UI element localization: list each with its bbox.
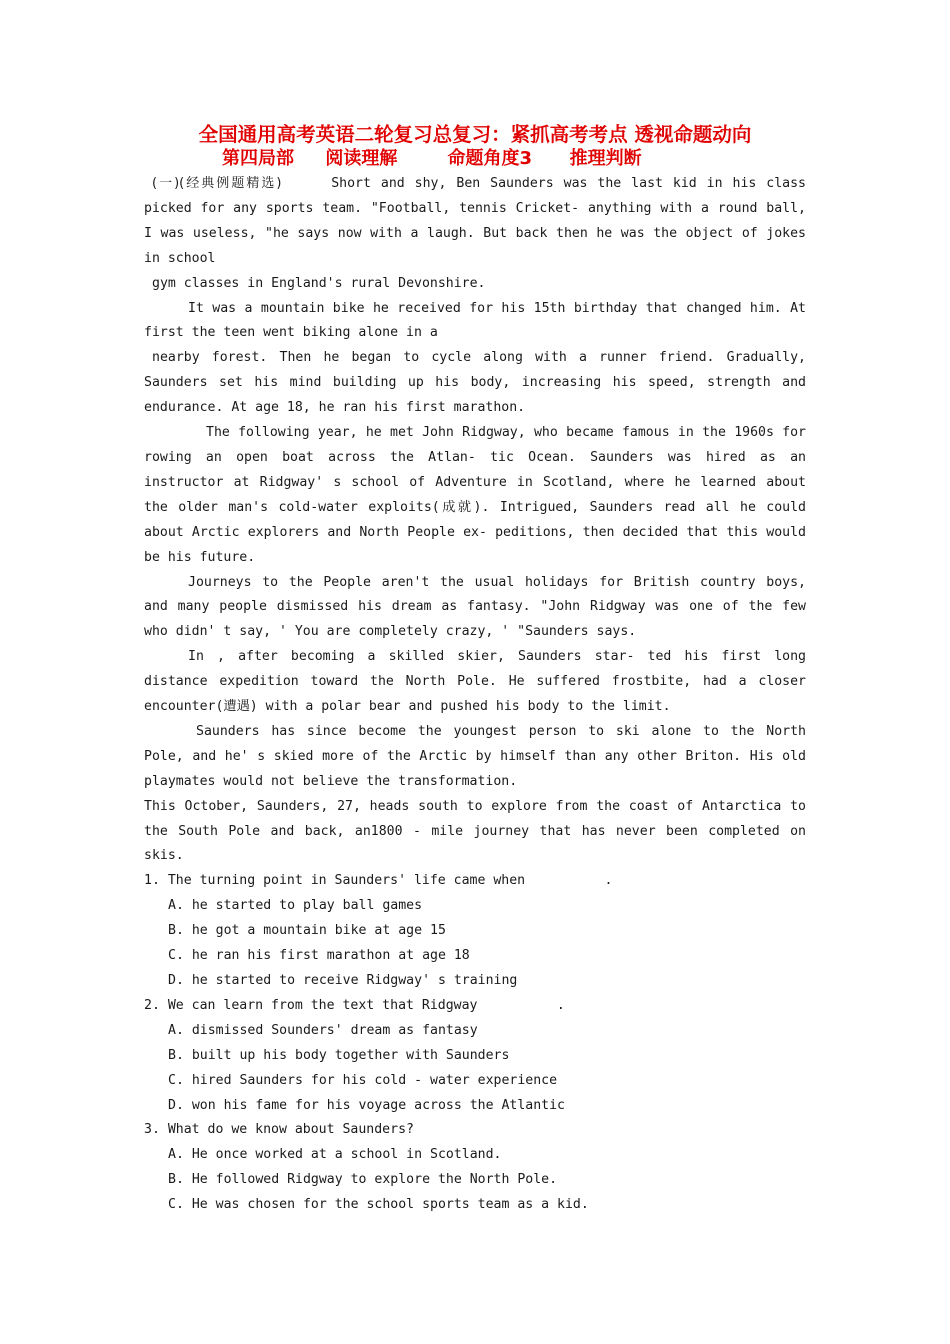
paragraph-1-text: Short and shy, Ben Saunders was the last kid in his class picked for any sports team. "Football, tennis Cricket- anything with a round ball, I was useless, "he says now with a laugh. But back then he was the object of jokes in school: [144, 176, 814, 266]
passage-paragraph-1-tail: gym classes in England's rural Devonshire.: [152, 275, 486, 291]
reading-passage: [144, 172, 814, 1218]
option-d: D. won his fame for his voyage across the Atlantic: [168, 1097, 565, 1113]
option-a: A. He once worked at a school in Scotland.: [168, 1147, 502, 1163]
question-stem: 2. We can learn from the text that Ridgway .: [144, 997, 565, 1013]
document-page: [144, 122, 814, 1218]
question-1: [144, 869, 806, 994]
passage-paragraph-6: Saunders has since become the youngest person to ski alone to the North Pole, and he' s skied more of the Arctic by himself than any other Briton. His old playmates would not believe the transformation.: [144, 723, 806, 789]
passage-paragraph-4: Journeys to the People aren't the usual holidays for British country boys, and many people dismissed his dream as fantasy. "John Ridgway was one of the few who didn' t say, ' You are completely crazy, ' "Saunders says.: [144, 574, 806, 640]
option-c: C. hired Saunders for his cold - water experience: [168, 1072, 558, 1088]
option-c: C. he ran his first marathon at age 18: [168, 948, 470, 964]
document-title: 全国通用高考英语二轮复习总复习：紧抓高考考点 透视命题动向: [198, 123, 752, 146]
question-3: [144, 1118, 806, 1218]
option-b: B. He followed Ridgway to explore the North Pole.: [168, 1172, 558, 1188]
passage-paragraph-2-tail: nearby forest. Then he began to cycle along with a runner friend. Gradually, Saunders set his mind building up his body, increasing his speed, strength and endurance. At age 18, he ran his first marathon.: [144, 350, 806, 416]
passage-paragraph-3: The following year, he met John Ridgway, who became famous in the 1960s for rowing an open boat across the Atlan- tic Ocean. Saunders was hired as an instructor at Ridgway' s school of Adventure in Scotland, where he learned about the older man's cold-water exploits(成就). Intrigued, Saunders read all he could about Arctic explorers and North People ex- peditions, then decided that this would be his future.: [144, 425, 806, 565]
option-a: A. he started to play ball games: [168, 898, 423, 914]
passage-paragraph-2: It was a mountain bike he received for his 15th birthday that changed him. At first the teen went biking alone in a: [144, 300, 806, 341]
intro-tag: (一)(经典例题精选): [152, 176, 282, 191]
option-c: C. He was chosen for the school sports team as a kid.: [168, 1197, 589, 1213]
option-b: B. he got a mountain bike at age 15: [168, 923, 446, 939]
document-subtitle: 第四局部 阅读理解 命题角度3 推理判断: [222, 148, 642, 169]
passage-paragraph-5: In , after becoming a skilled skier, Saunders star- ted his first long distance expedition toward the North Pole. He suffered frostbite, had a closer encounter(遭遇) with a polar bear and pushed his body to the limit.: [144, 649, 806, 715]
passage-paragraph-7: This October, Saunders, 27, heads south to explore from the coast of Antarctica to the South Pole and back, an1800 - mile journey that has never been completed on skis.: [144, 798, 806, 864]
option-d: D. he started to receive Ridgway' s training: [168, 973, 518, 988]
option-a: A. dismissed Sounders' dream as fantasy: [168, 1022, 478, 1038]
question-stem: 1. The turning point in Saunders' life came when .: [144, 873, 613, 889]
option-b: B. built up his body together with Saunders: [168, 1047, 510, 1063]
question-stem: 3. What do we know about Saunders?: [144, 1122, 414, 1138]
question-2: [144, 994, 806, 1119]
passage-paragraph-1: [144, 172, 814, 272]
